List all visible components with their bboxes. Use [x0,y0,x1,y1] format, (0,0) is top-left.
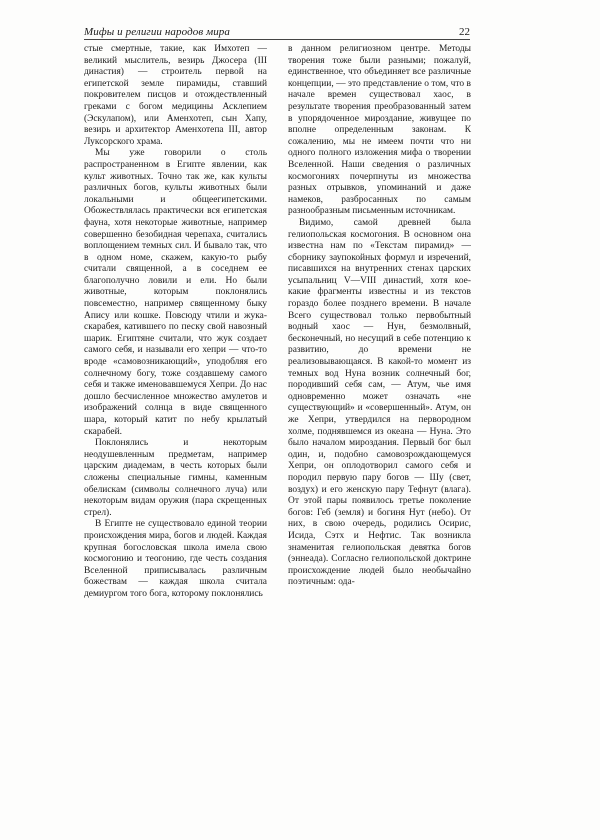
paragraph: Мы уже говорили о столь распространенном в Египте явлении, как культ животных. Точно так же, как культы различных богов, культы животных были локальными и общеегипетскими. Обожествлялась практически вся египетская фауна, хотя некоторые животные, например совершенно безобидная черепаха, считались воплощением темных сил. И бывало так, что в одном номе, скажем, какую-то рыбу считали священной, а в соседнем ее благополучно ловили и ели. Но были животные, которым поклонялись повсеместно, например священному быку Апису или кошке. Повсюду чтили и жука-скарабея, катившего по песку свой навозный шарик. Египтяне считали, что жук создает самого себя, и называли его хепри — что-то вроде «самовозникающий», уподобляя его солнечному богу, тоже создавшему самого себя и также именовавшемуся Хепри. До нас дошло бесчисленное множество амулетов и изображений солнца в виде священного шара, который катит по небу крылатый скарабей. [84,148,267,437]
left-column [84,44,267,601]
paragraph: Видимо, самой древней была гелиопольская космогония. В основном она известна нам по «Текстам пирамид» — сборнику заупокойных формул и изречений, писавшихся на внутренних стенах царских усыпальниц V—VIII династий, хотя кое-какие фрагменты известны и из текстов гораздо более позднего времени. В начале Всего существовал только первобытный водный хаос — Нун, безмолвный, бесконечный, но несущий в себе потенцию к развитию, до времени не реализовывающаяся. В какой-то момент из темных вод Нуна возник солнечный бог, породивший себя сам, — Атум, чье имя одновременно может означать «не существующий» и «совершенный». Атум, он же Хепри, утвердился на первородном холме, поднявшемся из океана — Нуна. Это было началом мироздания. Первый бог был один, и, подобно самовозрождающемуся Хепри, он оплодотворил самого себя и породил первую пару богов — Шу (свет, воздух) и его женскую пару Тефнут (влага). От этой пары появилось третье поколение богов: Геб (земля) и богиня Нут (небо). От них, в свою очередь, родились Осирис, Исида, Сэтх и Нефтис. Так возникла знаменитая гелиопольская девятка богов (эннеада). Согласно гелиопольской доктрине происхождение людей было необычайно поэтичным: ода- [288,217,471,588]
right-column [288,44,471,589]
paragraph: Поклонялись и некоторым неодушевленным предметам, например царским диадемам, в честь которых были сложены специальные гимны, каменным обелискам (символы солнечного луча) или некоторым видам оружия (пара скрещенных стрел). [84,438,267,518]
page-number: 22 [459,26,470,38]
running-title: Мифы и религии народов мира [84,26,230,38]
page-header [84,22,470,38]
header-rule [84,39,470,40]
paragraph: в данном религиозном центре. Методы творения тоже были разными; пожалуй, единственное, что объединяет все различные концепции, — это представление о том, что в начале времен существовал хаос, в результате творения преобразованный затем в упорядоченное мироздание, живущее по вполне определенным законам. К сожалению, мы не имеем почти что ни одного полного изложения мифа о творении Вселенной. Наши сведения о различных космогониях почерпнуты из множества разных отрывков, упоминаний и даже намеков, разбросанных по самым разнообразным письменным источникам. [288,44,471,217]
paragraph: В Египте не существовало единой теории происхождения мира, богов и людей. Каждая крупная богословская школа имела свою космогонию и теогонию, где честь создания Вселенной приписывалась различным божествам — каждая школа считала демиургом того бога, которому поклонялись [84,519,267,599]
paragraph: стые смертные, такие, как Имхотеп — великий мыслитель, везирь Джосера (III династия) — строитель первой на египетской земле пирамиды, ставший покровителем писцов и отождествленный греками с богом медицины Асклепием (Эскулапом), или Аменхотеп, сын Хапу, везирь и архитектор Аменхотепа III, автор Луксорского храма. [84,44,267,147]
